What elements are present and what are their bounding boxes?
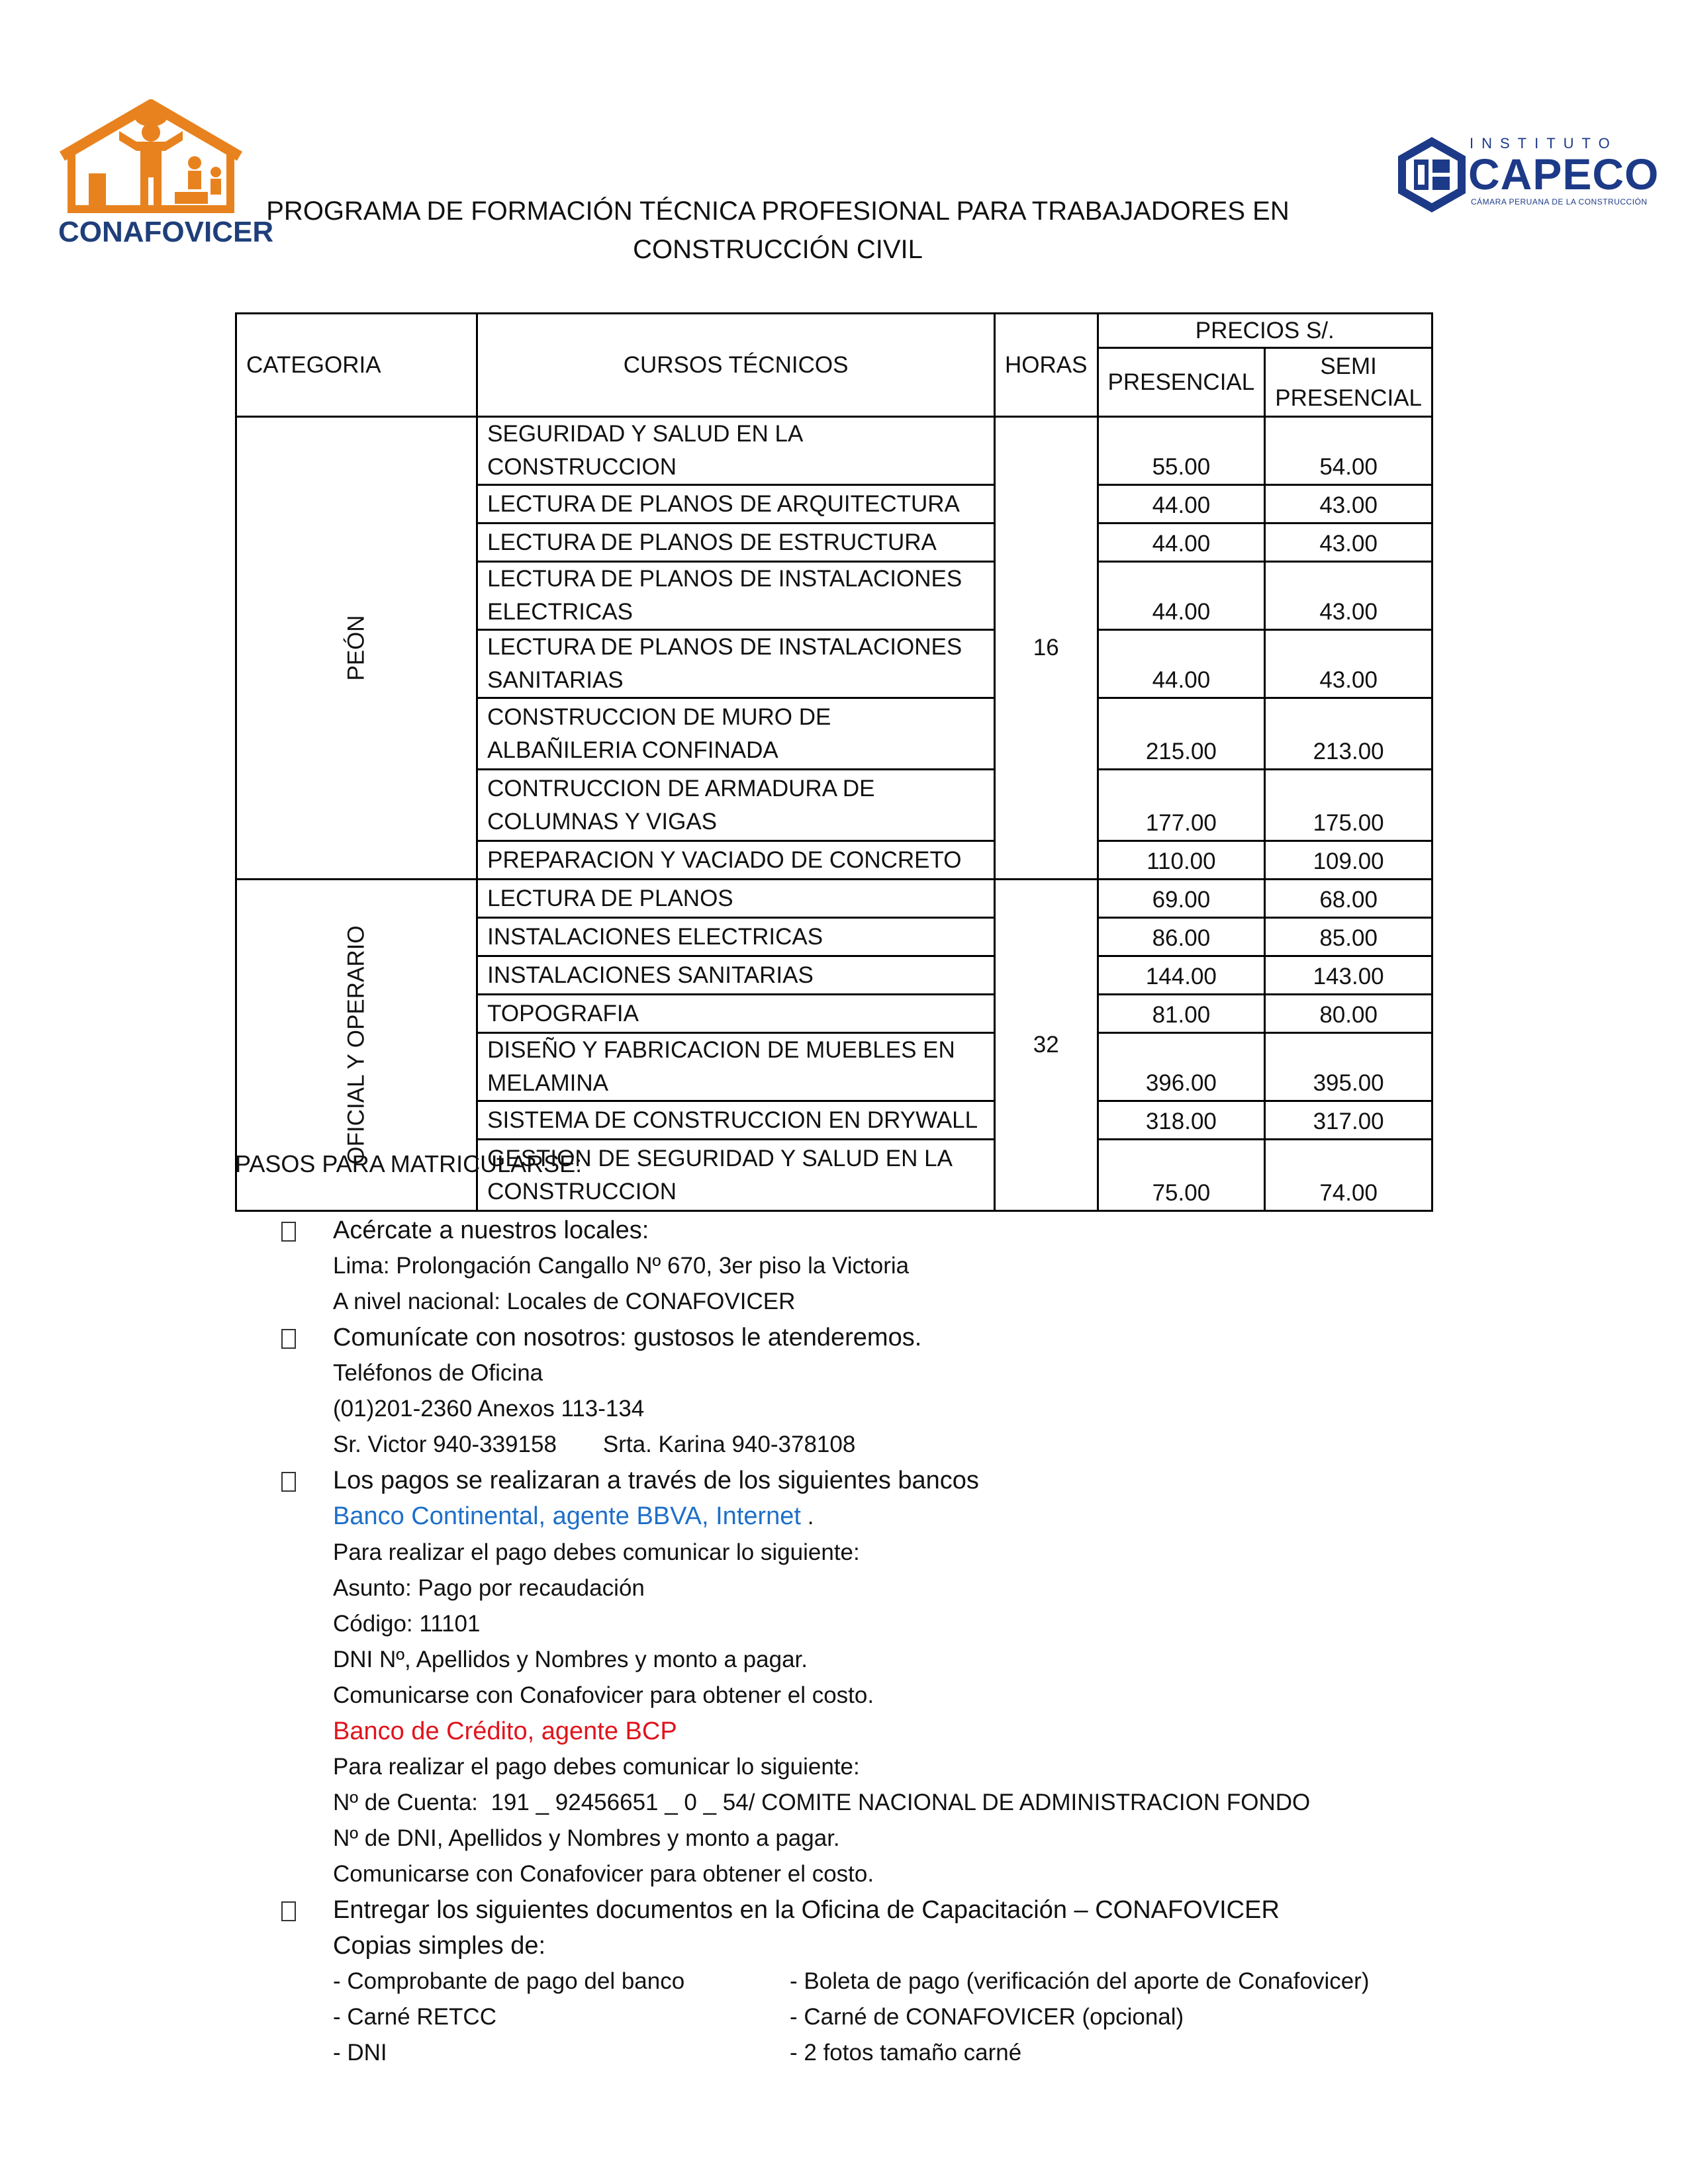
price-semi: 85.00 (1265, 918, 1432, 956)
course-name: LECTURA DE PLANOS DE INSTALACIONES ELECTRICAS (477, 562, 995, 630)
course-name: INSTALACIONES ELECTRICAS (477, 918, 995, 956)
header-cursos: CURSOS TÉCNICOS (477, 314, 995, 417)
price-semi: 213.00 (1265, 698, 1432, 770)
bank-1-contact: Comunicarse con Conafovicer para obtener el costo. (333, 1682, 874, 1708)
course-name: LECTURA DE PLANOS (477, 880, 995, 918)
header-horas: HORAS (995, 314, 1098, 417)
category-label: OFICIAL Y OPERARIO (343, 925, 369, 1165)
price-semi: 43.00 (1265, 630, 1432, 698)
header-categoria: CATEGORIA (236, 314, 477, 417)
missing-glyph-icon (281, 1463, 305, 1498)
capeco-brand-text: CAPECO (1468, 150, 1660, 199)
steps-heading: PASOS PARA MATRICULARSE: (235, 1150, 583, 1177)
hours-value: 32 (995, 880, 1098, 1211)
missing-glyph-icon (281, 1212, 305, 1248)
document-item: - DNI (333, 2040, 387, 2066)
bank-1-line (333, 1498, 1493, 1535)
document-item: - 2 fotos tamaño carné (790, 2040, 1022, 2066)
price-presencial: 44.00 (1098, 630, 1265, 698)
hours-value: 16 (995, 417, 1098, 880)
course-name: GESTION DE SEGURIDAD Y SALUD EN LA CONSTRUCCION (477, 1140, 995, 1211)
bank-1-instruction: Para realizar el pago debes comunicar lo siguiente: (333, 1539, 860, 1565)
price-presencial: 86.00 (1098, 918, 1265, 956)
header-precios: PRECIOS S/. (1098, 314, 1432, 348)
title-line-2: CONSTRUCCIÓN CIVIL (633, 235, 923, 264)
course-name: LECTURA DE PLANOS DE ESTRUCTURA (477, 523, 995, 562)
conafovicer-logo (58, 99, 274, 251)
price-presencial: 55.00 (1098, 417, 1265, 485)
price-semi: 43.00 (1265, 562, 1432, 630)
step-1-lead: Acércate a nuestros locales: (333, 1216, 649, 1244)
bank-2-instruction: Para realizar el pago debes comunicar lo siguiente: (333, 1754, 860, 1780)
price-presencial: 110.00 (1098, 841, 1265, 880)
step-1-address-national: A nivel nacional: Locales de CONAFOVICER (333, 1289, 796, 1314)
price-semi: 68.00 (1265, 880, 1432, 918)
document-title (232, 192, 1324, 269)
document-item: - Comprobante de pago del banco (333, 1968, 685, 1994)
price-presencial: 44.00 (1098, 562, 1265, 630)
bank-1-code: Código: 11101 (333, 1611, 481, 1637)
price-semi: 175.00 (1265, 770, 1432, 841)
bank-2-account: Nº de Cuenta: 191 _ 92456651 _ 0 _ 54/ COMITE NACIONAL DE ADMINISTRACION FONDO (333, 1790, 1311, 1815)
step-2-office-phone: (01)201-2360 Anexos 113-134 (333, 1396, 645, 1422)
price-semi: 74.00 (1265, 1140, 1432, 1211)
enrollment-steps (235, 1150, 1493, 2071)
course-name: SEGURIDAD Y SALUD EN LA CONSTRUCCION (477, 417, 995, 485)
document-item: - Carné RETCC (333, 2004, 496, 2030)
price-presencial: 144.00 (1098, 956, 1265, 995)
step-2-lead: Comunícate con nosotros: gustosos le atenderemos. (333, 1324, 922, 1351)
table-row (236, 880, 1432, 918)
price-semi: 43.00 (1265, 523, 1432, 562)
conafovicer-wordmark: CONAFOVICER (58, 216, 274, 248)
table-header-row (236, 314, 1432, 348)
title-line-1: PROGRAMA DE FORMACIÓN TÉCNICA PROFESIONAL PARA TRABAJADORES EN (266, 197, 1289, 226)
capeco-subtitle-text: CÁMARA PERUANA DE LA CONSTRUCCIÓN (1471, 197, 1648, 206)
price-semi: 43.00 (1265, 485, 1432, 523)
bank-1-dni: DNI Nº, Apellidos y Nombres y monto a pagar. (333, 1647, 808, 1672)
documents-right (790, 1964, 1370, 2071)
step-2-contacts (333, 1427, 1493, 1463)
price-presencial: 44.00 (1098, 485, 1265, 523)
price-presencial: 44.00 (1098, 523, 1265, 562)
step-2-phones-label: Teléfonos de Oficina (333, 1360, 543, 1386)
documents-list (333, 1964, 1493, 2071)
price-presencial: 81.00 (1098, 995, 1265, 1033)
price-semi: 317.00 (1265, 1101, 1432, 1140)
course-name: INSTALACIONES SANITARIAS (477, 956, 995, 995)
course-name: TOPOGRAFIA (477, 995, 995, 1033)
step-4 (235, 1892, 1493, 2071)
bank-1-suffix: . (801, 1504, 814, 1529)
bank-2-contact: Comunicarse con Conafovicer para obtener el costo. (333, 1861, 874, 1887)
documents-left (333, 1964, 790, 2071)
course-name: CONSTRUCCION DE MURO DE ALBAÑILERIA CONFINADA (477, 698, 995, 770)
price-semi: 395.00 (1265, 1033, 1432, 1101)
capeco-hexagon-icon (1395, 136, 1468, 214)
capeco-logo (1395, 132, 1660, 212)
document-item: - Carné de CONAFOVICER (opcional) (790, 2004, 1184, 2030)
price-presencial: 177.00 (1098, 770, 1265, 841)
price-presencial: 318.00 (1098, 1101, 1265, 1140)
bank-1-name: Banco Continental, agente BBVA, Internet (333, 1502, 801, 1530)
bank-1-subject: Asunto: Pago por recaudación (333, 1575, 645, 1601)
step-4-sub: Copias simples de: (333, 1932, 546, 1960)
price-semi: 54.00 (1265, 417, 1432, 485)
step-4-lead: Entregar los siguientes documentos en la Oficina de Capacitación – CONAFOVICER (333, 1896, 1280, 1924)
course-name: LECTURA DE PLANOS DE ARQUITECTURA (477, 485, 995, 523)
bank-2-name: Banco de Crédito, agente BCP (333, 1717, 677, 1745)
conafovicer-house-icon (58, 99, 244, 217)
price-semi: 109.00 (1265, 841, 1432, 880)
contact-karina: Srta. Karina 940-378108 (602, 1432, 856, 1457)
document-item: - Boleta de pago (verificación del aporte de Conafovicer) (790, 1968, 1370, 1994)
header-semi-presencial: SEMI PRESENCIAL (1265, 348, 1432, 417)
course-name: PREPARACION Y VACIADO DE CONCRETO (477, 841, 995, 880)
contact-victor: Sr. Victor 940-339158 (333, 1432, 557, 1457)
price-semi: 80.00 (1265, 995, 1432, 1033)
step-2 (235, 1320, 1493, 1463)
step-3 (235, 1463, 1493, 1892)
step-3-lead: Los pagos se realizaran a través de los siguientes bancos (333, 1467, 979, 1494)
missing-glyph-icon (281, 1892, 305, 1928)
course-name: CONTRUCCION DE ARMADURA DE COLUMNAS Y VIGAS (477, 770, 995, 841)
course-name: SISTEMA DE CONSTRUCCION EN DRYWALL (477, 1101, 995, 1140)
category-label: PEÓN (343, 615, 369, 681)
course-name: DISEÑO Y FABRICACION DE MUEBLES EN MELAMINA (477, 1033, 995, 1101)
step-1-address-lima: Lima: Prolongación Cangallo Nº 670, 3er piso la Victoria (333, 1253, 910, 1279)
bank-2-dni: Nº de DNI, Apellidos y Nombres y monto a pagar. (333, 1825, 840, 1851)
category-peon-cell (236, 417, 477, 880)
missing-glyph-icon (281, 1320, 305, 1355)
step-1 (235, 1212, 1493, 1320)
header-presencial: PRESENCIAL (1098, 348, 1265, 417)
price-presencial: 75.00 (1098, 1140, 1265, 1211)
table-row (236, 417, 1432, 485)
capeco-instituto-text: INSTITUTO (1470, 135, 1618, 152)
course-name: LECTURA DE PLANOS DE INSTALACIONES SANITARIAS (477, 630, 995, 698)
price-semi: 143.00 (1265, 956, 1432, 995)
price-presencial: 396.00 (1098, 1033, 1265, 1101)
courses-table (235, 312, 1433, 1212)
price-presencial: 215.00 (1098, 698, 1265, 770)
price-presencial: 69.00 (1098, 880, 1265, 918)
